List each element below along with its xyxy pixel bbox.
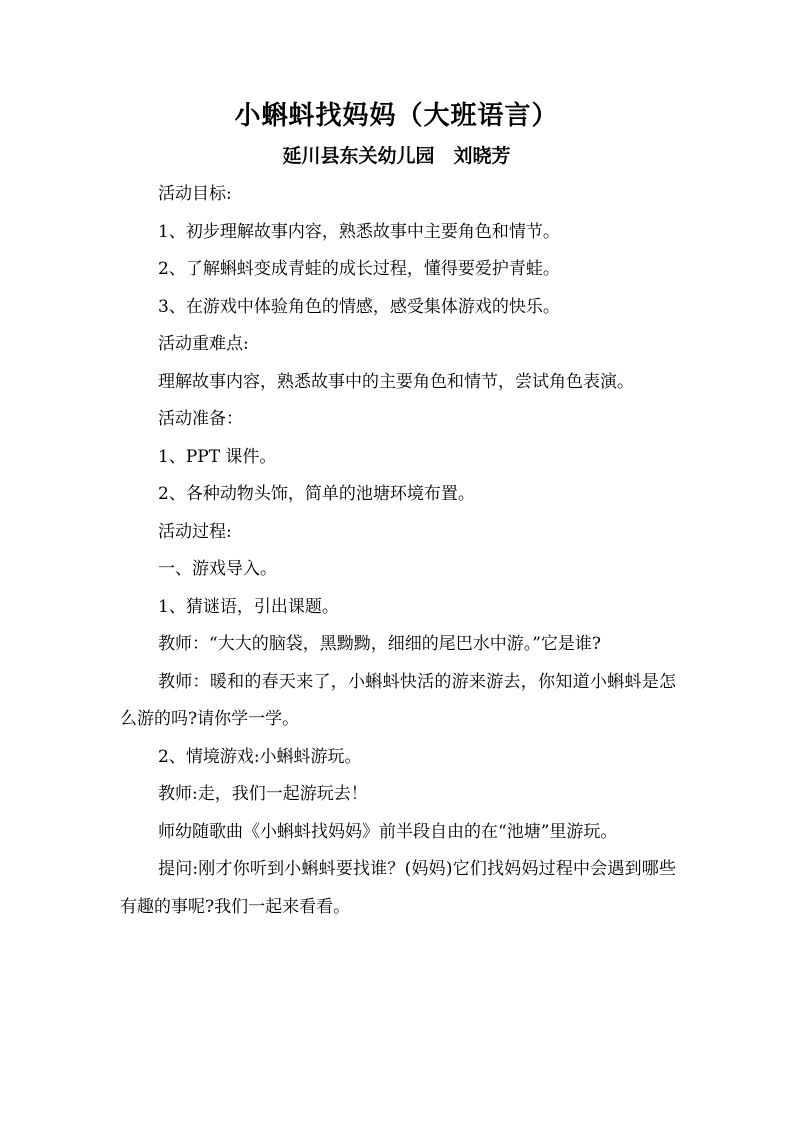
document-title: 小蝌蚪找妈妈（大班语言）: [234, 101, 559, 131]
paragraph: 2、各种动物头饰，简单的池塘环境布置。: [158, 484, 475, 504]
paragraph: 教师：暖和的春天来了，小蝌蚪快活的游来游去，你知道小蝌蚪是怎么游的吗?请你学一学。: [120, 671, 676, 729]
paragraph: 1、PPT 课件。: [158, 446, 277, 467]
paragraph: 2、了解蝌蚪变成青蛙的成长过程，懂得要爱护青蛙。: [158, 259, 560, 279]
paragraph: 师幼随歌曲《小蝌蚪找妈妈》前半段自由的在“池塘”里游玩。: [158, 821, 618, 842]
paragraph: 2、情境游戏:小蝌蚪游玩。: [158, 746, 362, 767]
paragraph: 活动重难点:: [158, 334, 249, 354]
paragraph: 活动准备：: [158, 409, 243, 429]
paragraph: 1、初步理解故事内容，熟悉故事中主要角色和情节。: [158, 221, 560, 242]
paragraph: 一、游戏导入。: [158, 559, 277, 579]
paragraph: 提问:刚才你听到小蝌蚪要找谁？(妈妈)它们找妈妈过程中会遇到哪些有趣的事呢?我们一起来看看。: [120, 859, 676, 917]
document-body: [120, 176, 676, 926]
document-subtitle: 延川县东关幼儿园 刘晓芳: [282, 145, 511, 167]
paragraph: 1、猜谜语，引出课题。: [158, 596, 339, 617]
paragraph: 活动过程:: [158, 521, 232, 542]
paragraph: 3、在游戏中体验角色的情感，感受集体游戏的快乐。: [158, 296, 560, 317]
paragraph: 活动目标:: [158, 184, 232, 204]
paragraph: 教师:走，我们一起游玩去！: [158, 784, 368, 804]
paragraph: 理解故事内容，熟悉故事中的主要角色和情节，尝试角色表演。: [158, 371, 634, 392]
paragraph: 教师：“大大的脑袋，黑黝黝，细细的尾巴水中游。”它是谁?: [158, 634, 601, 654]
